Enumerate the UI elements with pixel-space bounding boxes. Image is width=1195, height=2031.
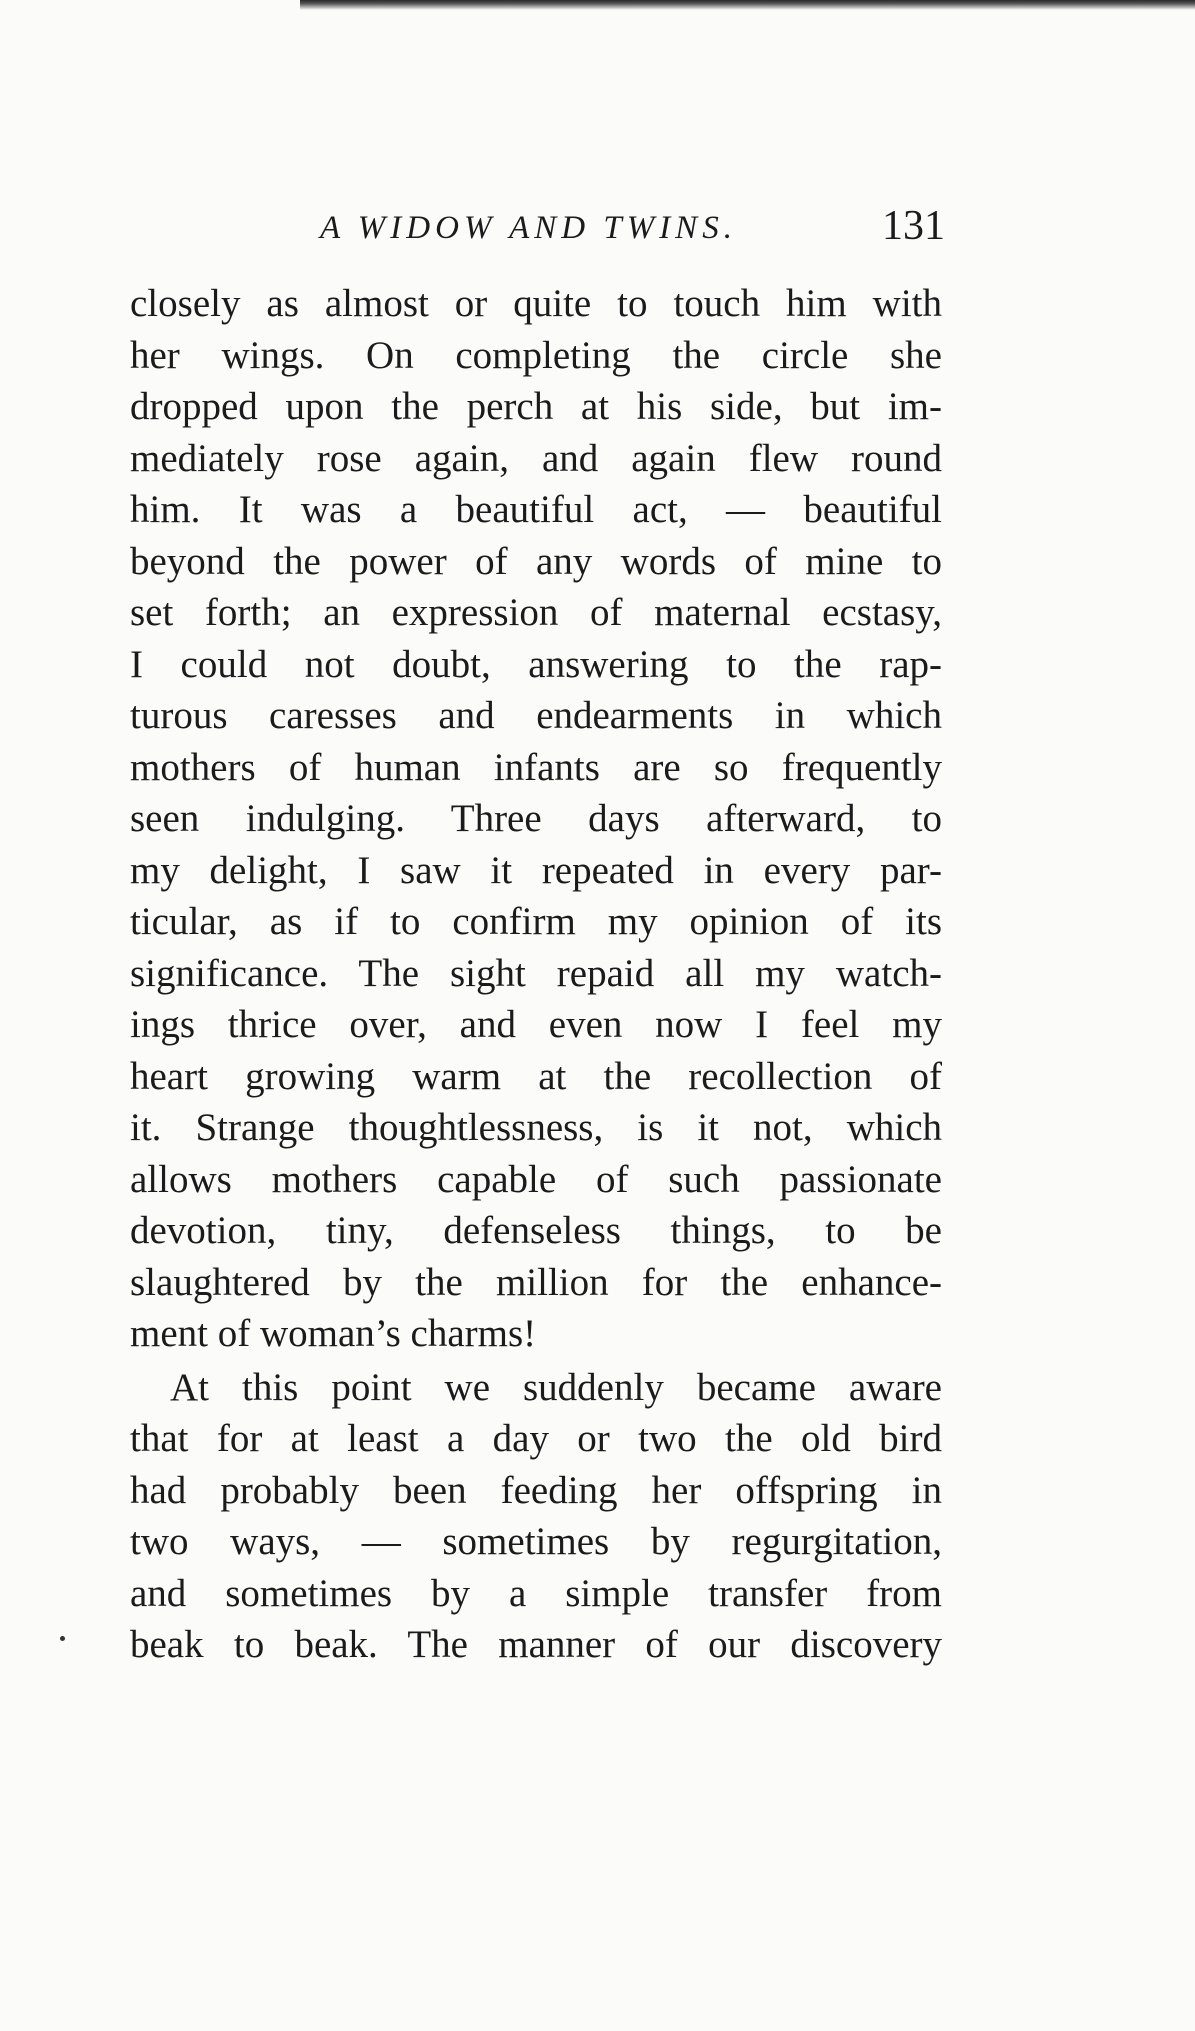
text-line: her wings. On completing the circle she — [130, 333, 942, 377]
text-line: had probably been feeding her offspring in — [130, 1468, 942, 1512]
text-line: devotion, tiny, defenseless things, to be — [130, 1209, 942, 1252]
text-line: two ways, — sometimes by regurgitation, — [130, 1520, 942, 1563]
text-line: heart growing warm at the recollection of — [130, 1054, 942, 1098]
text-line: significance. The sight repaid all my watch- — [130, 951, 942, 995]
page-number: 131 — [882, 203, 945, 249]
text-line: At this point we suddenly became aware — [170, 1365, 942, 1409]
text-line: ticular, as if to confirm my opinion of its — [130, 900, 942, 943]
text-line: slaughtered by the million for the enhance- — [130, 1260, 942, 1304]
text-line: set forth; an expression of maternal ecstasy, — [130, 591, 942, 634]
text-line: beyond the power of any words of mine to — [130, 539, 942, 583]
text-line: turous caresses and endearments in which — [130, 694, 942, 737]
text-line: it. Strange thoughtlessness, is it not, which — [130, 1106, 942, 1149]
text-line: allows mothers capable of such passionate — [130, 1157, 942, 1201]
text-line: ings thrice over, and even now I feel my — [130, 1003, 942, 1046]
text-line: mediately rose again, and again flew round — [130, 436, 942, 480]
text-line: and sometimes by a simple transfer from — [130, 1571, 942, 1615]
text-line: mothers of human infants are so frequently — [130, 745, 942, 789]
paragraph-1 — [130, 278, 942, 1360]
text-line: dropped upon the perch at his side, but im- — [130, 385, 942, 428]
text-line: closely as almost or quite to touch him with — [130, 282, 942, 325]
text-line: that for at least a day or two the old bird — [130, 1417, 942, 1460]
paragraph-2 — [130, 1362, 942, 1671]
scan-speck — [60, 1636, 65, 1641]
page-header — [300, 203, 945, 258]
page-top-edge-shadow — [300, 0, 1195, 10]
text-line: I could not doubt, answering to the rap- — [130, 642, 942, 686]
text-line: ment of woman’s charms! — [130, 1312, 537, 1355]
text-line: my delight, I saw it repeated in every par- — [130, 848, 942, 892]
running-title: A WIDOW AND TWINS. — [320, 210, 737, 246]
text-line: seen indulging. Three days afterward, to — [130, 797, 942, 840]
body-text — [130, 278, 942, 1671]
text-line: him. It was a beautiful act, — beautiful — [130, 488, 942, 531]
text-line: beak to beak. The manner of our discovery — [130, 1623, 942, 1666]
